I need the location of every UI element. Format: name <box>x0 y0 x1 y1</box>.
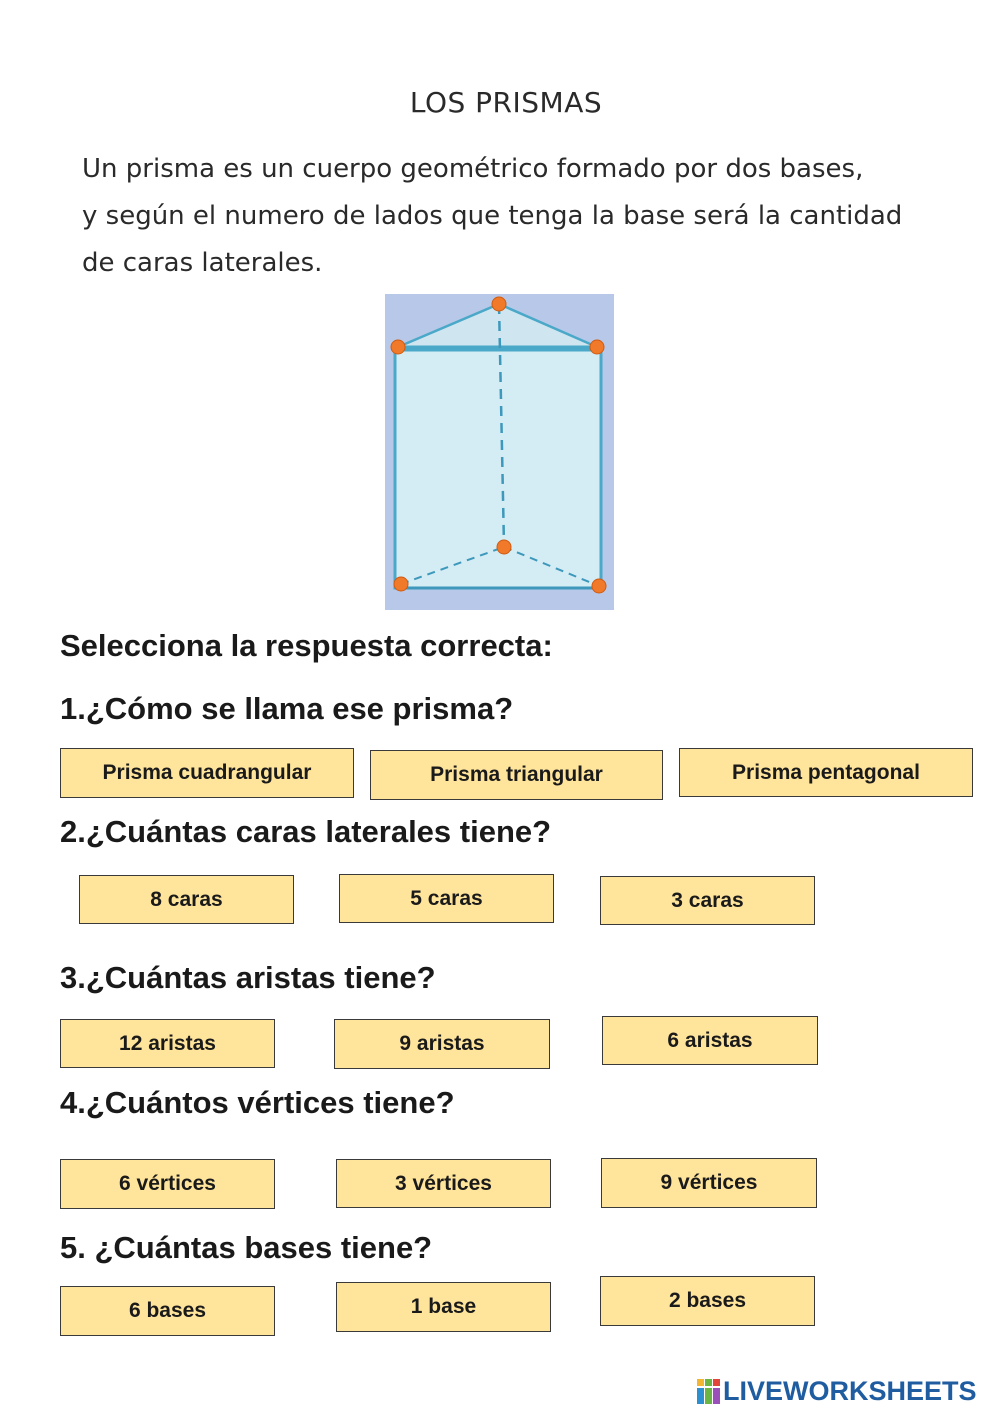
intro-paragraph <box>82 146 952 287</box>
question-2: 2.¿Cuántas caras laterales tiene? <box>60 814 552 849</box>
answer-option[interactable]: 9 vértices <box>601 1158 817 1208</box>
answer-option[interactable]: 2 bases <box>600 1276 815 1326</box>
answer-option[interactable]: Prisma pentagonal <box>679 748 973 797</box>
question-4: 4.¿Cuántos vértices tiene? <box>60 1085 455 1120</box>
answer-option[interactable]: 3 vértices <box>336 1159 551 1208</box>
question-3: 3.¿Cuántas aristas tiene? <box>60 960 436 995</box>
answer-option[interactable]: 1 base <box>336 1282 551 1332</box>
liveworksheets-logo <box>697 1376 977 1407</box>
intro-line: de caras laterales. <box>82 248 323 278</box>
intro-line: y según el numero de lados que tenga la base será la cantidad <box>82 201 903 231</box>
answer-option[interactable]: 9 aristas <box>334 1019 550 1069</box>
question-5: 5. ¿Cuántas bases tiene? <box>60 1230 433 1265</box>
intro-line: Un prisma es un cuerpo geométrico formado por dos bases, <box>82 154 864 184</box>
answer-option[interactable]: Prisma triangular <box>370 750 663 800</box>
answer-option[interactable]: 5 caras <box>339 874 554 923</box>
triangular-prism-illustration <box>385 294 614 610</box>
question-1: 1.¿Cómo se llama ese prisma? <box>60 691 514 726</box>
answer-option[interactable]: 8 caras <box>79 875 294 924</box>
answer-option[interactable]: 3 caras <box>600 876 815 925</box>
page-title: LOS PRISMAS <box>409 86 603 119</box>
answer-option[interactable]: Prisma cuadrangular <box>60 748 354 798</box>
answer-option[interactable]: 6 aristas <box>602 1016 818 1065</box>
answer-option[interactable]: 6 vértices <box>60 1159 275 1209</box>
answer-option[interactable]: 6 bases <box>60 1286 275 1336</box>
instruction-text: Selecciona la respuesta correcta: <box>60 628 553 663</box>
answer-option[interactable]: 12 aristas <box>60 1019 275 1068</box>
liveworksheets-logo-icon <box>697 1379 721 1405</box>
logo-text: LIVEWORKSHEETS <box>723 1376 977 1406</box>
